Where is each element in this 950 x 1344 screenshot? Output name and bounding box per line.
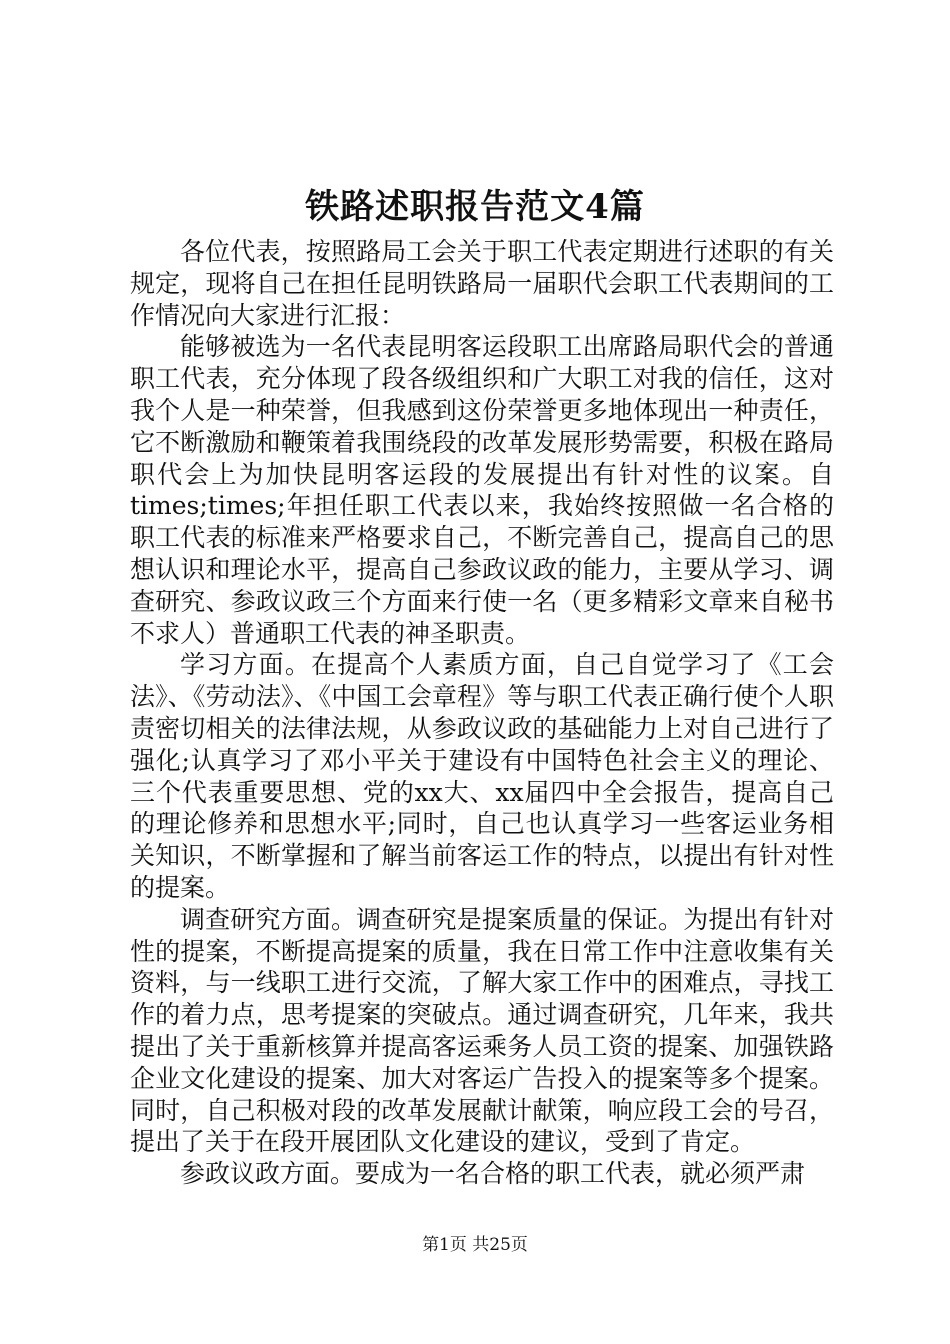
page-footer: 第1页 共25页 (422, 1235, 528, 1255)
paragraph-introduction: 能够被选为一名代表昆明客运段职工出席路局职代会的普通职工代表，充分体现了段各级组织和广大职工对我的信任，这对我个人是一种荣誉，但我感到这份荣誉更多地体现出一种责任，它不断激励和鞭策着我围绕段的改革发展形势需要，积极在路局职代会上为加快昆明客运段的发展提出有针对性的议案。自times;times;年担任职工代表以来，我始终按照做一名合格的职工代表的标准来严格要求自己，不断完善自己，提高自己的思想认识和理论水平，提高自己参政议政的能力，主要从学习、调查研究、参政议政三个方面来行使一名（更多精彩文章来自秘书不求人）普通职工代表的神圣职责。 (130, 332, 834, 648)
paragraph-research: 调查研究方面。调查研究是提案质量的保证。为提出有针对性的提案，不断提高提案的质量，我在日常工作中注意收集有关资料，与一线职工进行交流，了解大家工作中的困难点，寻找工作的着力点，思考提案的突破点。通过调查研究，几年来，我共提出了关于重新核算并提高客运乘务人员工资的提案、加强铁路企业文化建设的提案、加大对客运广告投入的提案等多个提案。同时，自己积极对段的改革发展献计献策，响应段工会的号召，提出了关于在段开展团队文化建设的建议，受到了肯定。 (130, 904, 834, 1157)
document-title: 铁路述职报告范文4篇 (305, 187, 645, 227)
paragraph-greeting: 各位代表，按照路局工会关于职工代表定期进行述职的有关规定，现将自己在担任昆明铁路局一届职代会职工代表期间的工作情况向大家进行汇报： (130, 237, 834, 330)
paragraph-participation: 参政议政方面。要成为一名合格的职工代表，就必须严肃 (180, 1159, 806, 1189)
paragraph-study: 学习方面。在提高个人素质方面，自己自觉学习了《工会法》、《劳动法》、《中国工会章程》等与职工代表正确行使个人职责密切相关的法律法规，从参政议政的基础能力上对自己进行了强化;认真学习了邓小平关于建设有中国特色社会主义的理论、三个代表重要思想、党的xx大、xx届四中全会报告，提高自己的理论修养和思想水平;同时，自己也认真学习一些客运业务相关知识，不断掌握和了解当前客运工作的特点，以提出有针对性的提案。 (130, 650, 834, 902)
document-body (130, 236, 834, 1190)
